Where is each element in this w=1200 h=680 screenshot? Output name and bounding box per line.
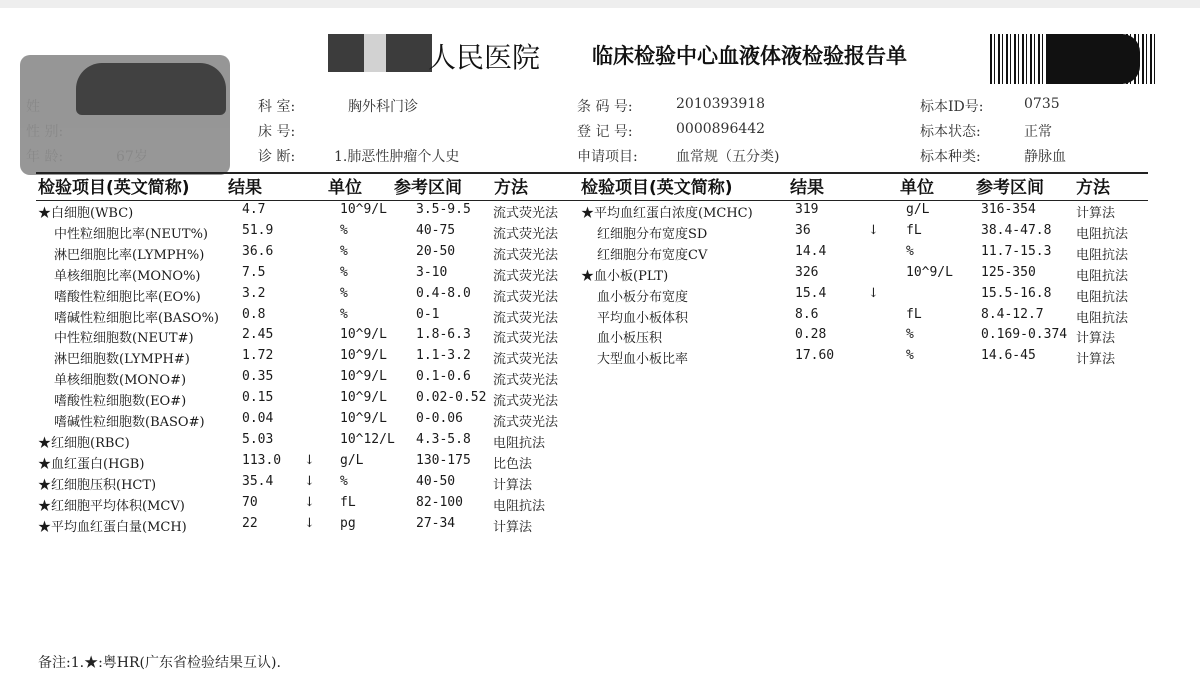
cell-ref: 4.3-5.8 [416,431,471,447]
redaction-overlay [20,55,230,175]
footnote: 备注:1.★:粤HR(广东省检验结果互认). [38,655,281,671]
cell-ref: 0.169-0.374 [981,327,1068,343]
dept-value: 胸外科门诊 [348,99,418,115]
cell-result: 4.7 [242,202,266,217]
cell-method: 流式荧光法 [493,289,559,305]
cell-method: 流式荧光法 [493,331,559,347]
cell-result: 36.6 [242,243,274,259]
cell-name: ★平均血红蛋白浓度(MCHC) [581,206,753,221]
th-unit-left: 单位 [328,178,362,198]
cell-unit: % [340,264,348,280]
table-row [0,307,1200,329]
cell-unit: fL [906,222,922,238]
cell-flag: ↓ [304,494,315,510]
cell-name: 单核细胞数(MONO#) [54,373,187,389]
cell-ref: 82-100 [416,494,463,510]
cell-unit: fL [906,306,922,322]
top-band [0,0,1200,8]
cell-method: 电阻抗法 [1076,226,1129,242]
cell-name: 中性粒细胞比率(NEUT%) [54,226,208,242]
cell-flag: ↓ [304,452,315,468]
table-row [0,348,1200,370]
bed-label: 床 号: [258,124,296,140]
table-row [0,286,1200,308]
redaction-block [1048,34,1140,84]
cell-method: 计算法 [1076,331,1116,347]
cell-result: 7.5 [242,264,266,280]
cell-unit: % [340,306,348,322]
cell-method: 计算法 [493,477,533,493]
cell-method: 流式荧光法 [493,226,559,242]
cell-name: 红细胞分布宽度SD [597,226,708,242]
cell-name: 淋巴细胞比率(LYMPH%) [54,247,205,263]
cell-name: ★血红蛋白(HGB) [38,456,145,472]
cell-name: 嗜酸性粒细胞比率(EO%) [54,289,201,305]
diag-label: 诊 断: [258,149,296,165]
cell-method: 电阻抗法 [1076,268,1129,284]
cell-result: 17.60 [795,348,835,364]
cell-unit: 10^9/L [340,390,387,406]
th-ref-right: 参考区间 [976,178,1044,198]
cell-flag: ↓ [868,222,879,238]
cell-result: 35.4 [242,473,274,489]
cell-ref: 3.5-9.5 [416,202,471,217]
cell-result: 15.4 [795,285,827,301]
cell-flag: ↓ [304,515,315,531]
cell-result: 0.28 [795,327,827,343]
cell-method: 流式荧光法 [493,352,559,368]
cell-name: ★平均血红蛋白量(MCH) [38,519,187,535]
cell-name: ★白细胞(WBC) [38,206,134,221]
th-unit-right: 单位 [900,178,934,198]
cell-result: 1.72 [242,348,274,364]
cell-name: 大型血小板比率 [597,352,689,368]
cell-unit: fL [340,494,356,510]
cell-result: 14.4 [795,243,827,259]
cell-name: 单核细胞比率(MONO%) [54,268,201,284]
cell-name: 血小板分布宽度 [597,289,689,305]
cell-unit: 10^9/L [906,264,953,280]
cell-unit: g/L [906,202,930,217]
cell-ref: 40-50 [416,473,456,489]
cell-result: 0.35 [242,369,274,385]
table-row [0,265,1200,287]
table-row [0,244,1200,266]
cell-ref: 0.1-0.6 [416,369,471,385]
cell-unit: % [340,222,348,238]
cell-result: 326 [795,264,819,280]
cell-ref: 40-75 [416,222,456,238]
cell-name: 中性粒细胞数(NEUT#) [54,331,194,347]
cell-result: 319 [795,202,819,217]
cell-result: 8.6 [795,306,819,322]
cell-ref: 15.5-16.8 [981,285,1052,301]
cell-ref: 8.4-12.7 [981,306,1044,322]
specimen-type-value: 静脉血 [1024,149,1066,165]
cell-ref: 38.4-47.8 [981,222,1052,238]
cell-method: 计算法 [1076,206,1116,221]
cell-unit: % [906,243,914,259]
cell-method: 电阻抗法 [1076,310,1129,326]
cell-unit: 10^9/L [340,411,387,426]
th-result-right: 结果 [790,178,824,198]
table-row [0,411,1200,433]
cell-unit: % [340,243,348,259]
table-row [0,390,1200,412]
cell-method: 流式荧光法 [493,247,559,263]
table-row [0,202,1200,224]
specimen-status-value: 正常 [1024,124,1052,140]
cell-method: 计算法 [1076,352,1116,368]
cell-ref: 0.02-0.52 [416,390,487,406]
cell-ref: 1.8-6.3 [416,327,471,343]
table-row [0,516,1200,538]
cell-unit: 10^9/L [340,348,387,364]
cell-result: 22 [242,515,258,531]
cell-ref: 14.6-45 [981,348,1036,364]
cell-result: 0.8 [242,306,266,322]
redaction-block [328,34,364,72]
hospital-name: 人民医院 [428,41,541,74]
th-item-right: 检验项目(英文简称) [581,178,733,198]
cell-result: 70 [242,494,258,510]
cell-unit: 10^9/L [340,202,387,217]
cell-name: 嗜碱性粒细胞比率(BASO%) [54,310,220,326]
dept-label: 科 室: [258,99,296,115]
diag-value: 1.肺恶性肿瘤个人史 [334,149,460,165]
specimen-id-label: 标本ID号: [920,99,984,115]
cell-method: 电阻抗法 [493,498,546,514]
th-method-right: 方法 [1076,178,1110,198]
cell-name: ★红细胞(RBC) [38,435,130,451]
specimen-type-label: 标本种类: [920,149,981,165]
cell-name: ★红细胞平均体积(MCV) [38,498,185,514]
cell-ref: 0.4-8.0 [416,285,471,301]
cell-method: 流式荧光法 [493,206,559,221]
cell-ref: 20-50 [416,243,456,259]
cell-method: 电阻抗法 [1076,289,1129,305]
cell-result: 51.9 [242,222,274,238]
specimen-status-label: 标本状态: [920,124,981,140]
cell-name: ★血小板(PLT) [581,268,669,284]
report-title: 临床检验中心血液体液检验报告单 [592,44,907,68]
cell-name: 嗜碱性粒细胞数(BASO#) [54,415,205,430]
cell-unit: % [906,348,914,364]
table-row [0,495,1200,517]
cell-unit: pg [340,515,356,531]
specimen-id-value: 0735 [1024,96,1060,112]
cell-ref: 11.7-15.3 [981,243,1052,259]
redaction-block [364,34,386,72]
barcode-value: 2010393918 [676,96,766,112]
cell-name: 淋巴细胞数(LYMPH#) [54,352,190,368]
reg-label: 登 记 号: [577,124,633,140]
cell-unit: 10^9/L [340,369,387,385]
cell-unit: % [906,327,914,343]
cell-method: 电阻抗法 [1076,247,1129,263]
cell-result: 0.15 [242,390,274,406]
cell-result: 5.03 [242,431,274,447]
cell-name: 平均血小板体积 [597,310,689,326]
cell-method: 流式荧光法 [493,268,559,284]
cell-result: 113.0 [242,452,282,468]
cell-method: 流式荧光法 [493,373,559,389]
cell-method: 计算法 [493,519,533,535]
cell-ref: 27-34 [416,515,456,531]
cell-method: 电阻抗法 [493,435,546,451]
cell-unit: 10^12/L [340,431,395,447]
th-method-left: 方法 [494,178,528,198]
th-result-left: 结果 [228,178,262,198]
cell-unit: % [340,473,348,489]
table-row [0,432,1200,454]
reg-value: 0000896442 [676,121,766,137]
request-value: 血常规（五分类) [676,149,780,165]
th-item-left: 检验项目(英文简称) [38,178,190,198]
cell-result: 3.2 [242,285,266,301]
table-row [0,369,1200,391]
table-row [0,327,1200,349]
cell-ref: 3-10 [416,264,448,280]
cell-name: 血小板压积 [597,331,663,347]
cell-result: 0.04 [242,411,274,426]
cell-unit: % [340,285,348,301]
cell-method: 流式荧光法 [493,415,559,430]
cell-unit: 10^9/L [340,327,387,343]
cell-ref: 1.1-3.2 [416,348,471,364]
cell-unit: g/L [340,452,364,468]
table-row [0,453,1200,475]
redaction-block [386,34,432,72]
cell-flag: ↓ [868,285,879,301]
table-row [0,474,1200,496]
cell-ref: 316-354 [981,202,1036,217]
cell-method: 流式荧光法 [493,310,559,326]
cell-ref: 0-1 [416,306,440,322]
table-row [0,223,1200,245]
th-ref-left: 参考区间 [394,178,462,198]
cell-ref: 130-175 [416,452,471,468]
request-label: 申请项目: [577,149,638,165]
cell-name: 红细胞分布宽度CV [597,247,708,263]
cell-result: 36 [795,222,811,238]
cell-ref: 125-350 [981,264,1036,280]
cell-name: ★红细胞压积(HCT) [38,477,157,493]
cell-ref: 0-0.06 [416,411,463,426]
cell-method: 比色法 [493,456,533,472]
cell-method: 流式荧光法 [493,394,559,410]
cell-result: 2.45 [242,327,274,343]
barcode-label: 条 码 号: [577,99,633,115]
cell-flag: ↓ [304,473,315,489]
cell-name: 嗜酸性粒细胞数(EO#) [54,394,187,410]
